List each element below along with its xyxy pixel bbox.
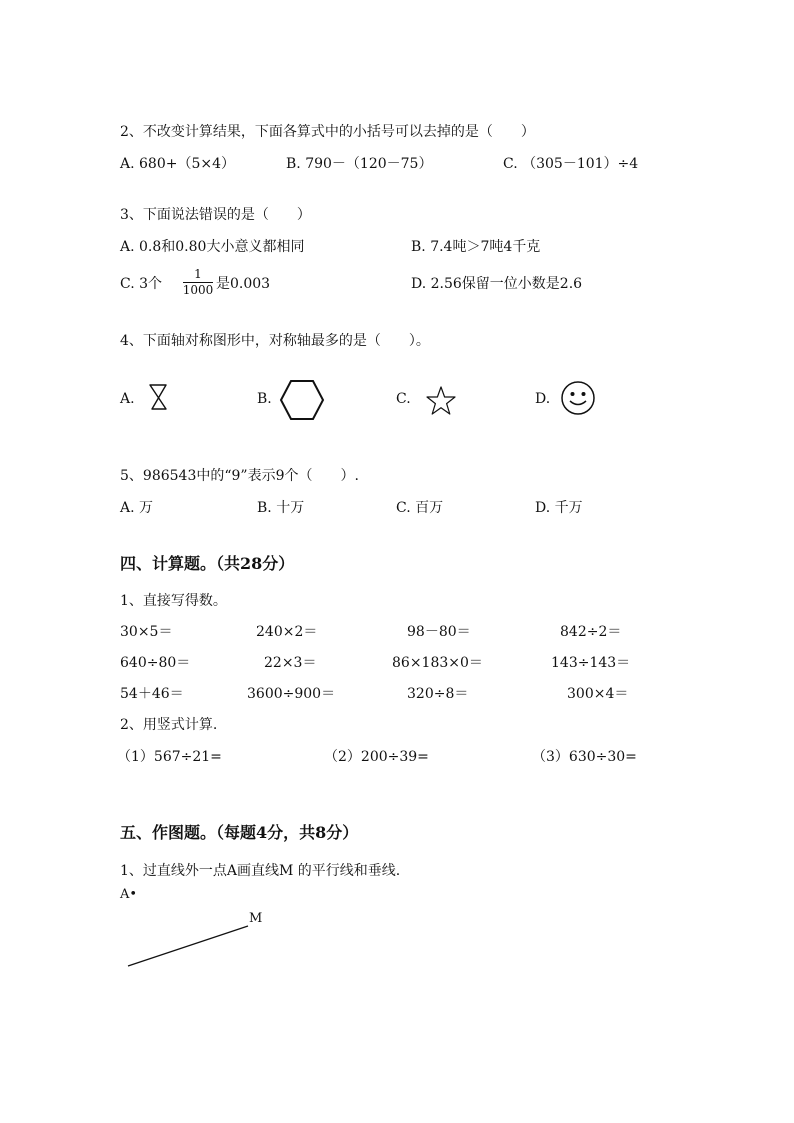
- fraction-denominator: 1000: [182, 283, 214, 297]
- q3-option-c-suffix: 是0.003: [216, 276, 271, 292]
- section4-sub2: 2、用竖式计算.: [120, 717, 218, 733]
- q4-label-d: D.: [535, 391, 551, 407]
- q5-option-d: D. 千万: [535, 500, 583, 516]
- q2-option-b: B. 790－（120－75）: [286, 156, 433, 172]
- q3-stem: 3、下面说法错误的是（ ）: [120, 207, 311, 223]
- calc-r2-c3: 86×183×0＝: [392, 655, 483, 671]
- q3-fraction: [180, 268, 216, 297]
- q5-option-a: A. 万: [120, 500, 154, 516]
- calc-r3-c1: 54＋46＝: [120, 686, 184, 702]
- calc-r3-c3: 320÷8＝: [407, 686, 469, 702]
- q2-option-c: C. （305－101）÷4: [503, 156, 639, 172]
- calc-r2-c1: 640÷80＝: [120, 655, 191, 671]
- star-icon: [425, 386, 457, 416]
- calc-r2-c2: 22×3＝: [264, 655, 317, 671]
- q4-label-c: C.: [396, 391, 411, 407]
- section5-title: 五、作图题。（每题4分，共8分）: [120, 823, 359, 842]
- calc-r1-c3: 98－80＝: [407, 624, 471, 640]
- section4-title: 四、计算题。（共28分）: [120, 554, 295, 573]
- calc-r1-c2: 240×2＝: [256, 624, 318, 640]
- calc-r3-c2: 3600÷900＝: [247, 686, 336, 702]
- hourglass-icon: [148, 383, 168, 411]
- vertical-calc-3: （3）630÷30=: [532, 749, 637, 765]
- point-a-label: A•: [120, 887, 138, 902]
- q5-option-b: B. 十万: [257, 500, 305, 516]
- q3-option-c-prefix: C. 3个: [120, 276, 163, 292]
- calc-r1-c4: 842÷2＝: [560, 624, 622, 640]
- q4-label-a: A.: [120, 391, 135, 407]
- fraction-numerator: 1: [194, 267, 202, 281]
- q3-option-d: D. 2.56保留一位小数是2.6: [411, 276, 583, 292]
- q2-option-a: A. 680+（5×4）: [120, 156, 236, 172]
- line-m: [125, 922, 251, 970]
- smiley-icon: [560, 380, 596, 416]
- calc-r3-c4: 300×4＝: [567, 686, 629, 702]
- calc-r2-c4: 143÷143＝: [551, 655, 631, 671]
- q4-label-b: B.: [257, 391, 272, 407]
- vertical-calc-2: （2）200÷39=: [324, 749, 429, 765]
- q3-option-b: B. 7.4吨＞7吨4千克: [411, 239, 541, 255]
- q5-stem: 5、986543中的“9”表示9个（ ）.: [120, 468, 359, 484]
- section5-sub1: 1、过直线外一点A画直线M 的平行线和垂线.: [120, 863, 401, 879]
- calc-r1-c1: 30×5＝: [120, 624, 173, 640]
- hexagon-icon: [280, 380, 324, 420]
- q2-stem: 2、不改变计算结果，下面各算式中的小括号可以去掉的是（ ）: [120, 124, 535, 140]
- q5-option-c: C. 百万: [396, 500, 444, 516]
- q3-option-a: A. 0.8和0.80大小意义都相同: [120, 239, 305, 255]
- section4-sub1: 1、直接写得数。: [120, 593, 227, 609]
- line-m-label: M: [249, 911, 263, 926]
- vertical-calc-1: （1）567÷21=: [117, 749, 222, 765]
- q4-stem: 4、下面轴对称图形中，对称轴最多的是（ ）。: [120, 333, 430, 349]
